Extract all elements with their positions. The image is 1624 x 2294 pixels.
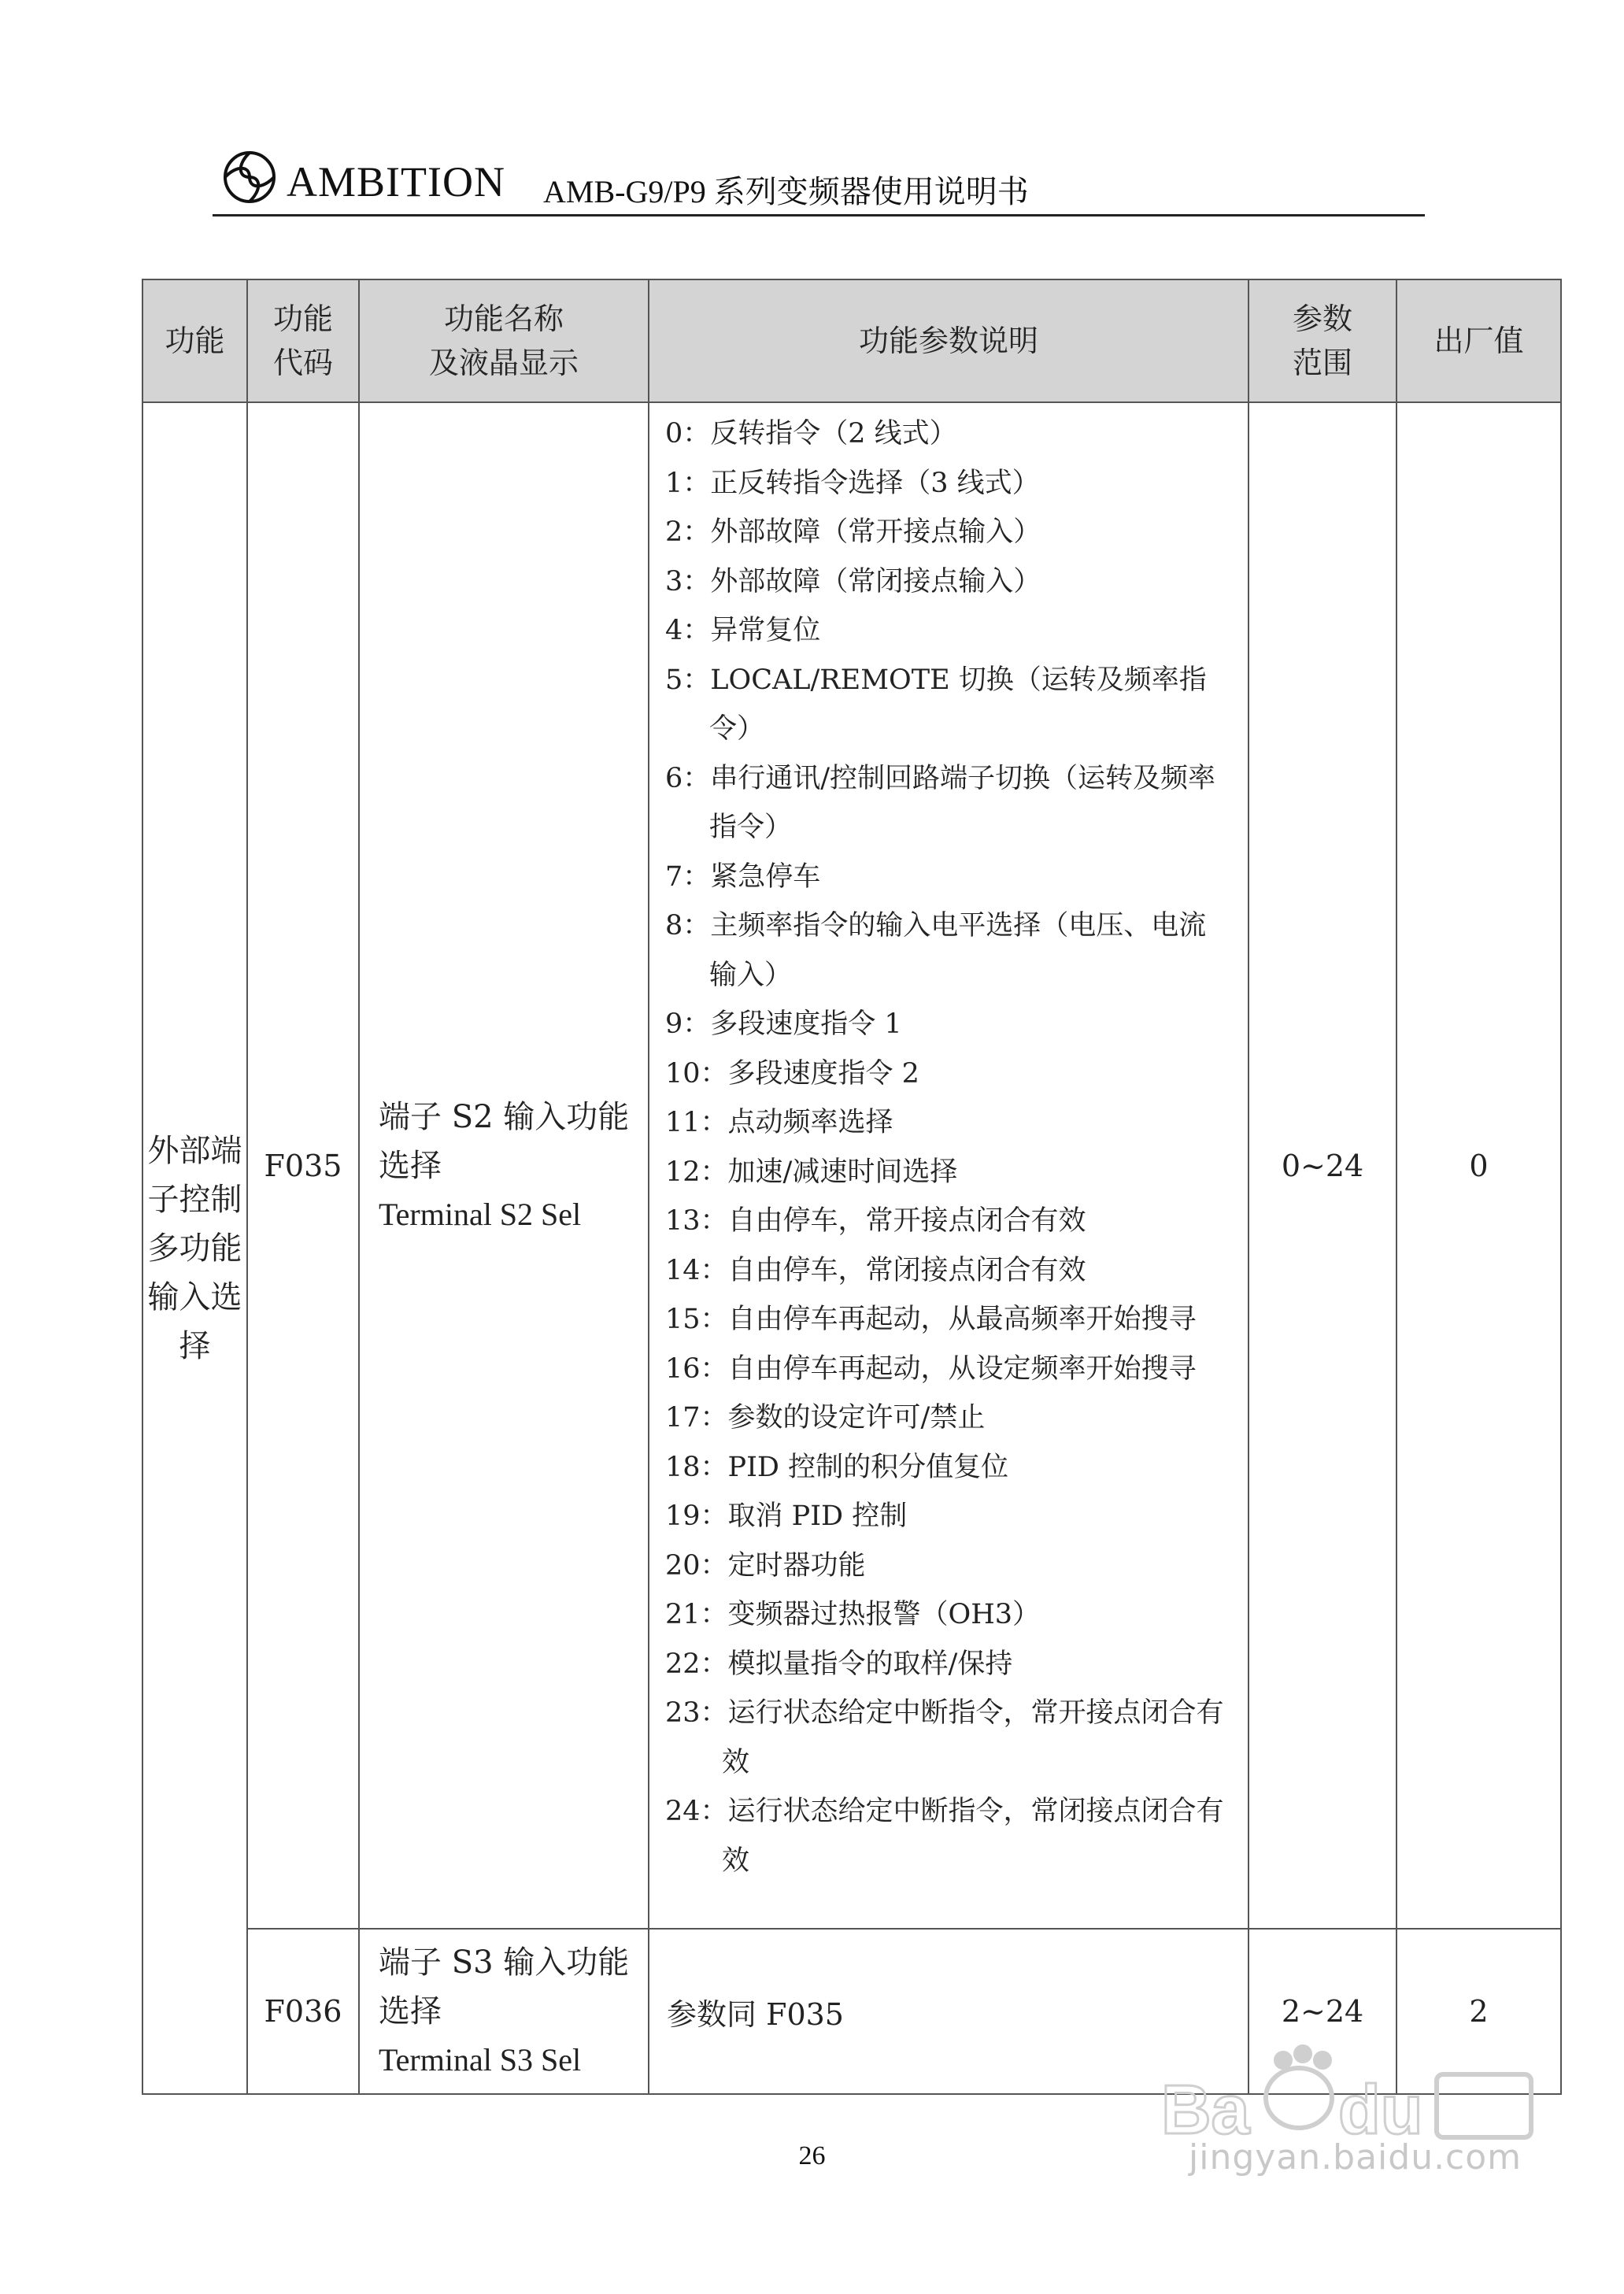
list-item: 21：变频器过热报警（OH3） (665, 1599, 1041, 1630)
header-factory-default: 出厂值 (1396, 279, 1561, 402)
watermark-text: jingyan.baidu.com (1189, 2137, 1522, 2177)
table-row (142, 402, 1561, 1929)
category-label: 外部端子控制多功能输入选择 (147, 1132, 242, 1364)
category-cell (142, 402, 247, 2094)
parameter-range-cell: 2~24 (1249, 1929, 1396, 2094)
list-item: 24：运行状态给定中断指令，常闭接点闭合有效 (665, 1796, 1224, 1877)
list-item: 23：运行状态给定中断指令，常开接点闭合有效 (665, 1697, 1224, 1778)
list-item: 2：外部故障（常开接点输入） (665, 516, 1041, 548)
list-item: 16：自由停车再起动，从设定频率开始搜寻 (665, 1352, 1197, 1385)
option-list (665, 409, 1232, 1885)
list-item: 14：自由停车，常闭接点闭合有效 (665, 1254, 1086, 1286)
list-item: 19：取消 PID 控制 (665, 1500, 908, 1532)
factory-default-cell: 2 (1396, 1929, 1561, 2094)
list-item: 7：紧急停车 (665, 860, 821, 893)
function-name-cn: 端子 S3 输入功能选择 (379, 1944, 630, 2029)
header-function-name: 功能名称 及液晶显示 (359, 279, 649, 402)
header-function: 功能 (142, 279, 247, 402)
factory-default-cell: 0 (1396, 402, 1561, 1929)
list-item: 0：反转指令（2 线式） (665, 418, 957, 450)
list-item: 11：点动频率选择 (665, 1107, 893, 1138)
list-item: 15：自由停车再起动，从最高频率开始搜寻 (665, 1304, 1197, 1335)
list-item: 17：参数的设定许可/禁止 (665, 1402, 986, 1434)
list-item: 12：加速/减速时间选择 (665, 1156, 958, 1188)
ambition-logo-icon (222, 150, 277, 205)
parameter-description-cell (649, 402, 1249, 1929)
header-parameter-range: 参数 范围 (1249, 279, 1396, 402)
document-header (213, 150, 1425, 213)
header-parameter-description: 功能参数说明 (649, 279, 1249, 402)
list-item: 10：多段速度指令 2 (665, 1057, 919, 1090)
function-name-cn: 端子 S2 输入功能选择 (379, 1098, 630, 1184)
brand-name: AMBITION (287, 158, 505, 205)
function-code-cell: F036 (247, 1929, 359, 2094)
header-divider (213, 214, 1425, 216)
function-name-lcd: Terminal S3 Sel (379, 2042, 582, 2078)
list-item: 13：自由停车，常开接点闭合有效 (665, 1205, 1086, 1237)
function-code-cell: F035 (247, 402, 359, 1929)
list-item: 3：外部故障（常闭接点输入） (665, 565, 1041, 598)
parameter-table (142, 279, 1562, 2095)
list-item: 8：主频率指令的输入电平选择（电压、电流输入） (665, 910, 1207, 991)
list-item: 5：LOCAL/REMOTE 切换（运转及频率指令） (665, 664, 1207, 745)
list-item: 6：串行通讯/控制回路端子切换（运转及频率指令） (665, 762, 1216, 843)
function-name-lcd: Terminal S2 Sel (379, 1196, 582, 1232)
list-item: 20：定时器功能 (665, 1549, 866, 1582)
parameter-range-cell: 0~24 (1249, 402, 1396, 1929)
manual-title: AMB-G9/P9 系列变频器使用说明书 (543, 174, 1029, 209)
list-item: 1：正反转指令选择（3 线式） (665, 467, 1040, 499)
page-number: 26 (798, 2141, 826, 2170)
svg-text:Ba: Ba (1161, 2070, 1250, 2148)
parameter-description-cell: 参数同 F035 (649, 1929, 1249, 2094)
header-function-code: 功能 代码 (247, 279, 359, 402)
svg-text:du: du (1338, 2070, 1423, 2148)
list-item: 22：模拟量指令的取样/保持 (665, 1648, 1013, 1680)
table-header-row (142, 279, 1561, 402)
list-item: 9：多段速度指令 1 (665, 1008, 902, 1040)
list-item: 18：PID 控制的积分值复位 (665, 1451, 1009, 1483)
function-name-cell (359, 1929, 649, 2094)
list-item: 4：异常复位 (665, 615, 821, 646)
function-name-cell (359, 402, 649, 1929)
